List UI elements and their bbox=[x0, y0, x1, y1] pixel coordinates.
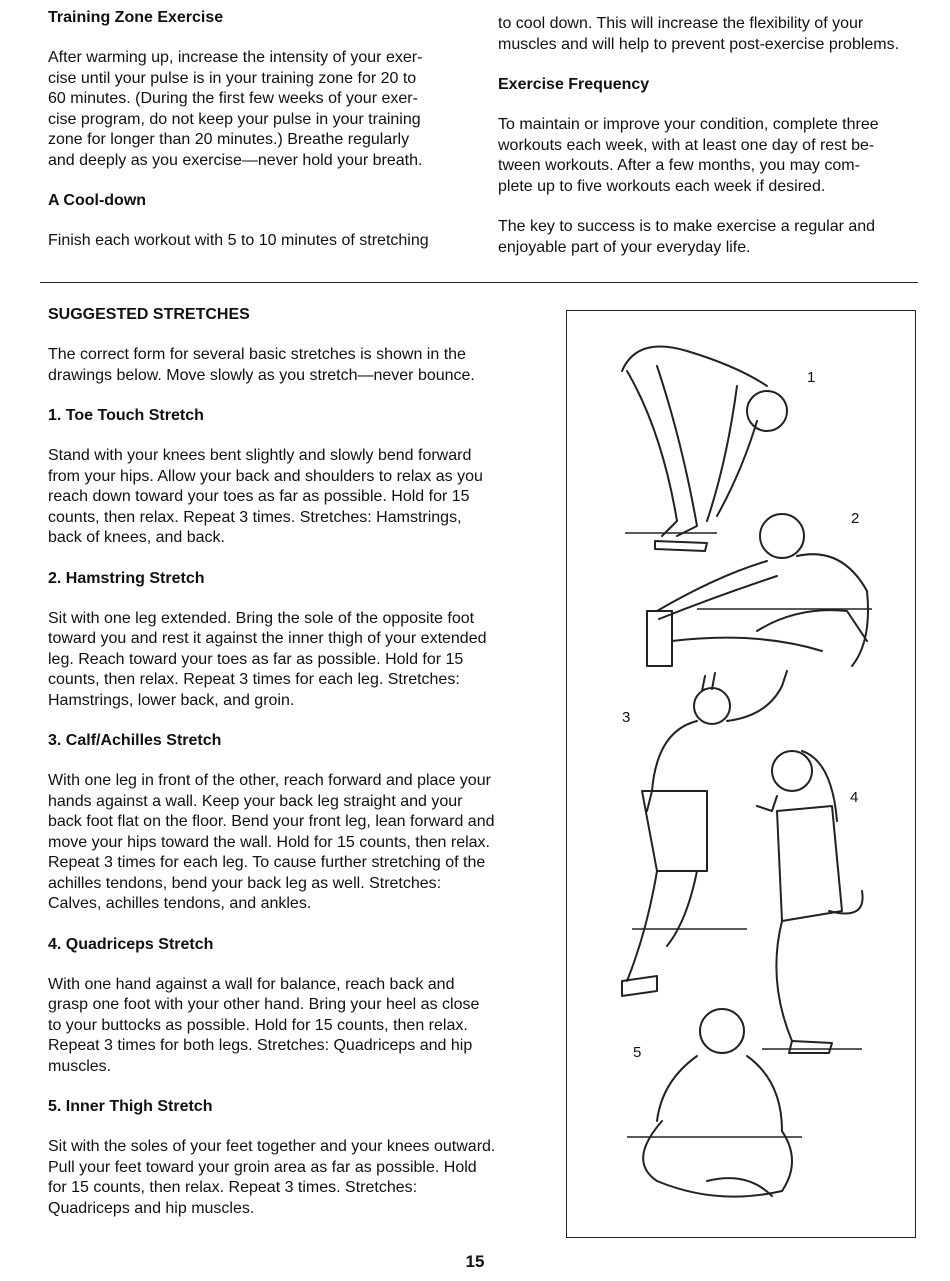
inner-thigh-text: Sit with the soles of your feet together and your knees outward. Pull your feet toward your groin area as far as possible. Hold for 15 counts, then relax. Repeat 3 times. Stretches: Quadriceps and hip muscles. bbox=[48, 1138, 496, 1217]
calf-achilles-title: 3. Calf/Achilles Stretch bbox=[48, 732, 222, 749]
quadriceps-text: With one hand against a wall for balance, reach back and grasp one foot with your other hand. Bring your heel as close to your buttocks as possible. Hold for 15 counts, then relax. Repeat 3 times for both legs. Stretches: Quadriceps and hip muscles. bbox=[48, 975, 480, 1075]
page-number: 15 bbox=[465, 1252, 485, 1271]
hamstring-title: 2. Hamstring Stretch bbox=[48, 569, 205, 587]
top-left-column bbox=[48, 8, 488, 272]
cool-down-heading: A Cool-down bbox=[48, 192, 147, 209]
training-zone-text: After warming up, increase the intensity of your exer- cise until your pulse is in your training zone for 20 to 60 minutes. (During the first few weeks of your exer- cise program, do not keep your pulse in your training zone for longer than 20 minutes.) Breathe regularly and deeply as you exercise—never hold your breath. bbox=[48, 49, 423, 169]
figure-label-3: 3 bbox=[622, 709, 631, 726]
exercise-frequency-heading: Exercise Frequency bbox=[498, 76, 650, 93]
key-to-success-text: The key to success is to make exercise a regular and enjoyable part of your everyday life. bbox=[498, 218, 876, 256]
stretches-column bbox=[48, 305, 548, 1239]
calf-achilles-text: With one leg in front of the other, reach forward and place your hands against a wall. Keep your back leg straight and your back foot flat on the floor. Bend your front leg, lean forward and move your hips toward the wall. Hold for 15 counts, then relax. Repeat 3 times for each leg. To cause further stretching of the achilles tendons, bend your back leg as well. Stretches: Calves, achilles tendons, and ankles. bbox=[48, 772, 495, 912]
quadriceps-figure-icon bbox=[757, 751, 863, 1053]
figure-label-2: 2 bbox=[851, 510, 860, 527]
toe-touch-title: 1. Toe Touch Stretch bbox=[48, 407, 204, 424]
exercise-frequency-text: To maintain or improve your condition, complete three workouts each week, with at least one day of rest be- tween workouts. After a few months, you may com- plete up to five workouts each week if desired. bbox=[498, 116, 879, 195]
calf-stretch-figure-icon bbox=[622, 671, 787, 996]
inner-thigh-title: 5. Inner Thigh Stretch bbox=[48, 1098, 213, 1115]
suggested-stretches-heading: SUGGESTED STRETCHES bbox=[48, 306, 250, 323]
toe-touch-text: Stand with your knees bent slightly and slowly bend forward from your hips. Allow your back and shoulders to relax as you reach down toward your toes as far as possible. Hold for 15 counts, then relax. Repeat 3 times. Stretches: Hamstrings, back of knees, and back. bbox=[48, 447, 483, 546]
training-zone-heading: Training Zone Exercise bbox=[48, 9, 224, 26]
quadriceps-title: 4. Quadriceps Stretch bbox=[48, 935, 214, 953]
cool-down-text: Finish each workout with 5 to 10 minutes of stretching bbox=[48, 232, 429, 249]
top-right-column bbox=[498, 14, 928, 278]
toe-touch-figure-icon bbox=[622, 347, 787, 552]
cool-down-continued: to cool down. This will increase the flexibility of your muscles and will help to prevent post-exercise problems. bbox=[498, 15, 900, 53]
hamstring-text: Sit with one leg extended. Bring the sole of the opposite foot toward you and rest it against the inner thigh of your extended leg. Reach toward your toes as far as possible. Hold for 15 counts, then relax. Repeat 3 times for each leg. Stretches: Hamstrings, lower back, and groin. bbox=[48, 609, 487, 709]
figure-label-4: 4 bbox=[850, 789, 859, 806]
section-divider bbox=[40, 282, 918, 283]
figure-label-1: 1 bbox=[807, 369, 816, 386]
inner-thigh-figure-icon bbox=[627, 1009, 802, 1197]
stretches-intro: The correct form for several basic stretches is shown in the drawings below. Move slowly as you stretch—never bounce. bbox=[48, 346, 475, 384]
figure-label-5: 5 bbox=[633, 1044, 642, 1061]
stretch-illustrations bbox=[566, 310, 916, 1238]
hamstring-figure-icon bbox=[647, 514, 872, 666]
